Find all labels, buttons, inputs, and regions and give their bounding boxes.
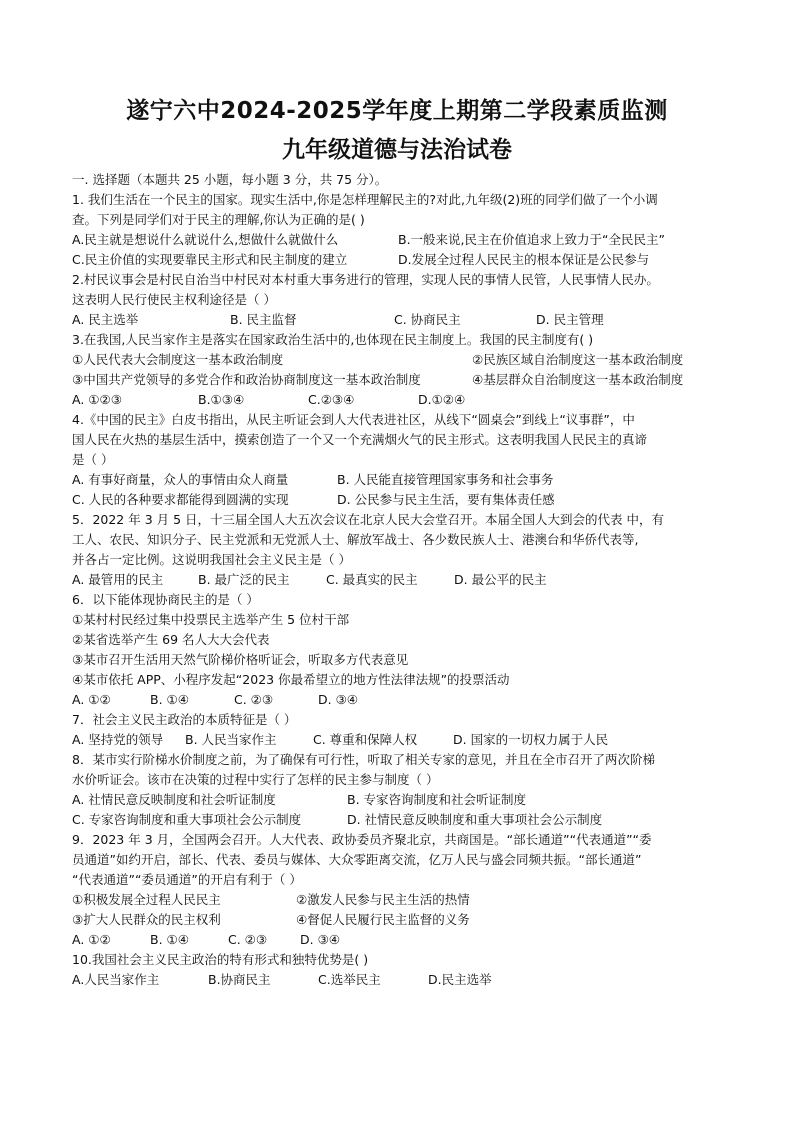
q6-option-a: A. ①② xyxy=(72,692,111,707)
q4-options-row2 xyxy=(72,490,732,510)
q3-options-row xyxy=(72,390,732,410)
q4-option-b: B. 人民能直接管理国家事务和社会事务 xyxy=(337,472,554,487)
q6-item-4: ④某市依托 APP、小程序发起“2023 你最希望立的地方性法律法规”的投票活动 xyxy=(72,672,510,687)
q8-options-row2 xyxy=(72,810,732,830)
q6-option-d: D. ③④ xyxy=(318,692,358,707)
q5-stem-line2: 工人、农民、知识分子、民主党派和无党派人士、解放军战士、各少数民族人士、港澳台和华侨代表等, xyxy=(72,532,639,547)
q8-options-row1 xyxy=(72,790,732,810)
q10-options-row xyxy=(72,970,732,990)
q10-option-d: D.民主选举 xyxy=(428,972,492,987)
q3-item-3: ③中国共产党领导的多党合作和政治协商制度这一基本政治制度 xyxy=(72,372,421,387)
q2-option-d: D. 民主管理 xyxy=(536,312,604,327)
q5-option-c: C. 最真实的民主 xyxy=(326,572,418,587)
q4-stem-line2: 国人民在火热的基层生活中，摸索创造了一个又一个充满烟火气的民主形式。这表明我国人民民主的真谛 xyxy=(72,432,648,447)
q4-option-d: D. 公民参与民主生活，要有集体责任感 xyxy=(337,492,555,507)
q9-option-b: B. ①④ xyxy=(150,932,189,947)
q1-option-a: A.民主就是想说什么就说什么,想做什么就做什么 xyxy=(72,232,339,247)
q2-option-c: C. 协商民主 xyxy=(394,312,461,327)
q7-option-a: A. 坚持党的领导 xyxy=(72,732,164,747)
q7-option-b: B. 人民当家作主 xyxy=(185,732,277,747)
q6-option-b: B. ①④ xyxy=(150,692,189,707)
section-heading: 一. 选择题（本题共 25 小题，每小题 3 分，共 75 分）。 xyxy=(72,172,388,187)
q9-option-d: D. ③④ xyxy=(300,932,340,947)
q6-option-c: C. ②③ xyxy=(234,692,274,707)
q8-stem-line2: 水价听证会。该市在决策的过程中实行了怎样的民主参与制度（ ） xyxy=(72,772,439,787)
q10-stem: 10.我国社会主义民主政治的特有形式和独特优势是( ) xyxy=(72,952,369,967)
q7-option-c: C. 尊重和保障人权 xyxy=(313,732,418,747)
q8-option-c: C. 专家咨询制度和重大事项社会公示制度 xyxy=(72,812,302,827)
q9-stem-line2: 员通道”如约开启，部长、代表、委员与媒体、大众零距离交流，亿万人民与盛会同频共振。“部长通道” xyxy=(72,852,642,867)
q3-option-b: B.①③④ xyxy=(198,392,245,407)
q3-item-1: ①人民代表大会制度这一基本政治制度 xyxy=(72,352,284,367)
q3-item-4: ④基层群众自治制度这一基本政治制度 xyxy=(472,372,684,387)
q10-option-c: C.选举民主 xyxy=(318,972,381,987)
q2-stem-line2: 这表明人民行使民主权利途径是（ ） xyxy=(72,292,276,307)
q6-item-3: ③某市召开生活用天然气阶梯价格听证会，听取多方代表意见 xyxy=(72,652,409,667)
q6-item-2: ②某省选举产生 69 名人大大会代表 xyxy=(72,632,270,647)
q3-option-a: A. ①②③ xyxy=(72,392,122,407)
q4-stem-line3: 是（ ） xyxy=(72,452,114,467)
exam-content xyxy=(72,170,732,990)
q3-option-c: C.②③④ xyxy=(308,392,355,407)
q5-stem-line1: 5．2022 年 3 月 5 日，十三届全国人大五次会议在北京人民大会堂召开。本届全国人大到会的代表 中，有 xyxy=(72,512,665,527)
q1-stem-line1: 1. 我们生活在一个民主的国家。现实生活中,你是怎样理解民主的?对此,九年级(2)班的同学们做了一个小调 xyxy=(72,192,658,207)
q9-option-a: A. ①② xyxy=(72,932,111,947)
q8-option-a: A. 社情民意反映制度和社会听证制度 xyxy=(72,792,276,807)
q10-option-a: A.人民当家作主 xyxy=(72,972,160,987)
q1-option-b: B.一般来说,民主在价值追求上致力于“全民民主” xyxy=(398,232,665,247)
q2-stem-line1: 2.村民议事会是村民自治当中村民对本村重大事务进行的管理，实现人民的事情人民管，人民事情人民办。 xyxy=(72,272,659,287)
exam-subtitle: 九年级道德与法治试卷 xyxy=(282,137,512,163)
q7-stem: 7．社会主义民主政治的本质特征是（ ） xyxy=(72,712,297,727)
q5-options-row xyxy=(72,570,732,590)
q9-items-row1 xyxy=(72,890,732,910)
exam-title: 遂宁六中2024-2025学年度上期第二学段素质监测 xyxy=(126,98,668,124)
q7-option-d: D. 国家的一切权力属于人民 xyxy=(453,732,609,747)
q4-option-a: A. 有事好商量，众人的事情由众人商量 xyxy=(72,472,289,487)
q10-option-b: B.协商民主 xyxy=(208,972,271,987)
q4-stem-line1: 4.《中国的民主》白皮书指出，从民主听证会到人大代表进社区，从线下“圆桌会”到线上“议事群”，中 xyxy=(72,412,635,427)
q5-stem-line3: 并各占一定比例。这说明我国社会主义民主是（ ） xyxy=(72,552,351,567)
q2-option-a: A. 民主选举 xyxy=(72,312,139,327)
q1-options-row2 xyxy=(72,250,732,270)
q9-item-2: ②激发人民参与民主生活的热情 xyxy=(296,892,470,907)
q1-options-row1 xyxy=(72,230,732,250)
q9-item-4: ④督促人民履行民主监督的义务 xyxy=(296,912,470,927)
q6-stem: 6．以下能体现协商民主的是（ ） xyxy=(72,592,259,607)
q3-stem: 3.在我国,人民当家作主是落实在国家政治生活中的,也体现在民主制度上。我国的民主制度有( ) xyxy=(72,332,594,347)
q7-options-row xyxy=(72,730,732,750)
q5-option-b: B. 最广泛的民主 xyxy=(198,572,290,587)
q3-option-d: D.①②④ xyxy=(418,392,466,407)
q9-stem-line3: “代表通道”“委员通道”的开启有利于（ ） xyxy=(72,872,302,887)
q3-items-row1 xyxy=(72,350,732,370)
q3-item-2: ②民族区域自治制度这一基本政治制度 xyxy=(472,352,684,367)
q4-option-c: C. 人民的各种要求都能得到圆满的实现 xyxy=(72,492,289,507)
q9-item-1: ①积极发展全过程人民民主 xyxy=(72,892,221,907)
q1-option-c: C.民主价值的实现要靠民主形式和民主制度的建立 xyxy=(72,252,348,267)
q9-stem-line1: 9．2023 年 3 月，全国两会召开。人大代表、政协委员齐聚北京，共商国是。“部长通道”“代表通道”“委 xyxy=(72,832,652,847)
q8-stem-line1: 8．某市实行阶梯水价制度之前，为了确保有可行性，听取了相关专家的意见，并且在全市召开了两次阶梯 xyxy=(72,752,655,767)
q9-option-c: C. ②③ xyxy=(228,932,268,947)
q4-options-row1 xyxy=(72,470,732,490)
q8-option-b: B. 专家咨询制度和社会听证制度 xyxy=(347,792,527,807)
q1-option-d: D.发展全过程人民民主的根本保证是公民参与 xyxy=(398,252,650,267)
q9-items-row2 xyxy=(72,910,732,930)
q6-options-row xyxy=(72,690,732,710)
q9-options-row xyxy=(72,930,732,950)
q1-stem-line2: 查。下列是同学们对于民主的理解,你认为正确的是( ) xyxy=(72,212,365,227)
q5-option-d: D. 最公平的民主 xyxy=(454,572,547,587)
q9-item-3: ③扩大人民群众的民主权利 xyxy=(72,912,221,927)
q8-option-d: D. 社情民意反映制度和重大事项社会公示制度 xyxy=(347,812,603,827)
q3-items-row2 xyxy=(72,370,732,390)
q2-options-row xyxy=(72,310,732,330)
q6-item-1: ①某村村民经过集中投票民主选举产生 5 位村干部 xyxy=(72,612,350,627)
q2-option-b: B. 民主监督 xyxy=(230,312,297,327)
q5-option-a: A. 最管用的民主 xyxy=(72,572,164,587)
